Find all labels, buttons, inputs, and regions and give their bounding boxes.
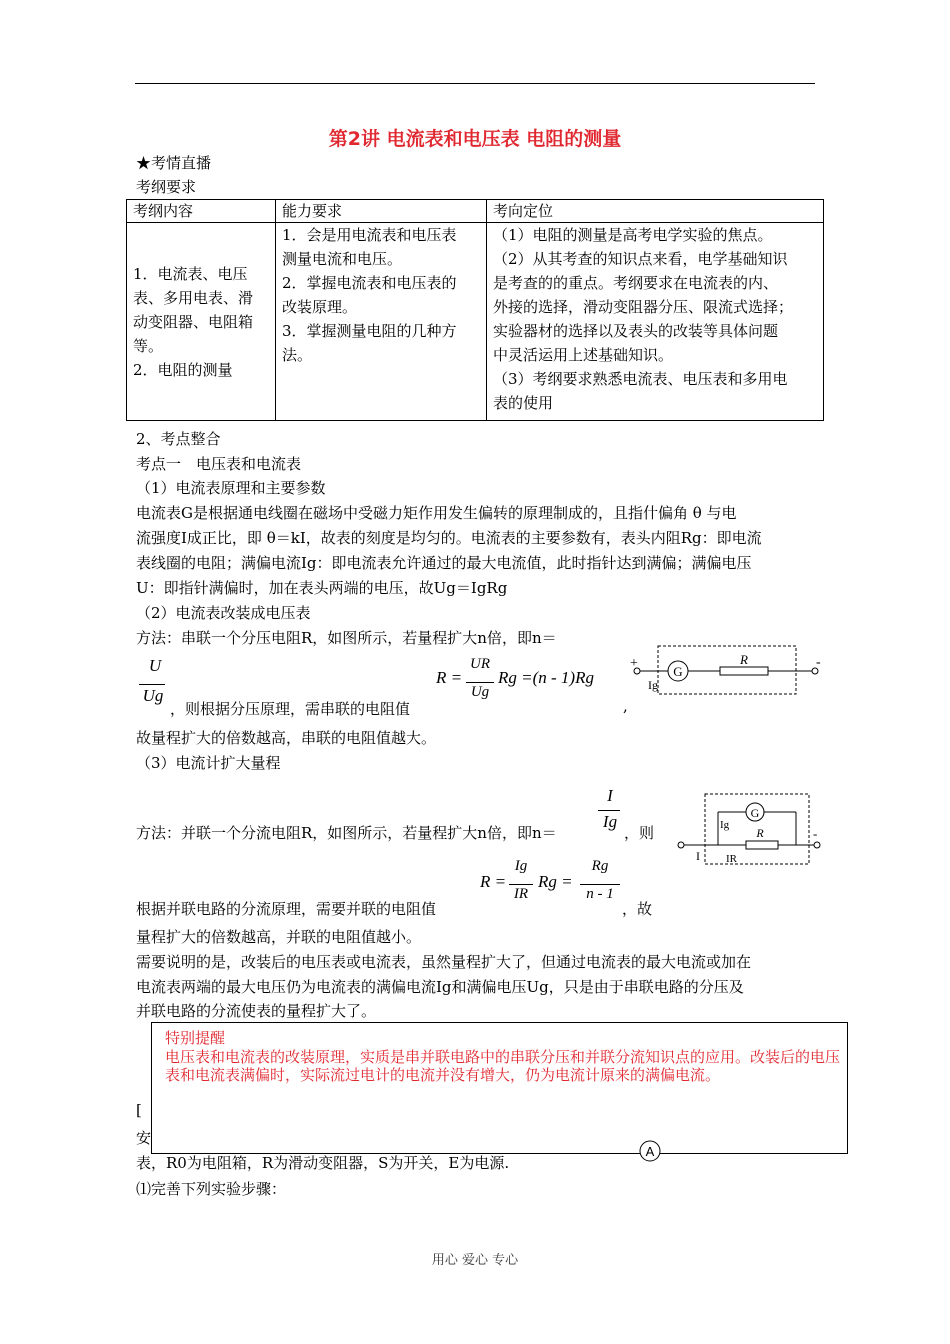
current-label: Ig <box>648 678 658 692</box>
method2-therefore: ，故 <box>622 900 653 918</box>
terminal-icon <box>814 842 820 848</box>
galvanometer-label: G <box>673 664 683 679</box>
cell-line: 3．掌握测量电阻的几种方 <box>282 322 457 340</box>
special-note-box <box>151 1022 848 1154</box>
formula-r-series-num: UR <box>470 656 490 672</box>
galvanometer-current-label: Ig <box>720 819 730 831</box>
formula-n-voltage-den: Ug <box>142 686 164 705</box>
cell-line: 2．掌握电流表和电压表的 <box>282 274 457 292</box>
fraction-bar <box>509 884 533 885</box>
paragraph-line: ⑴完善下列实验步骤： <box>136 1180 287 1198</box>
table-cell-content <box>127 223 276 421</box>
paragraph-line: 电流表G是根据通电线圈在磁场中受磁力矩作用发生偏转的原理制成的，且指什偏角 θ 与电 <box>136 504 737 522</box>
formula-r-shunt-lhs: R = <box>480 872 507 891</box>
cell-line: 动变阻器、电阻箱 <box>133 312 254 331</box>
table-header-cell: 能力要求 <box>276 200 487 223</box>
formula-r-series-rhs: Rg =(n - 1)Rg <box>498 668 594 687</box>
cell-line: （2）从其考查的知识点来看，电学基础知识 <box>493 250 788 268</box>
cell-line: 表的使用 <box>493 394 554 412</box>
ammeter-icon <box>638 1139 662 1163</box>
table-header-row <box>127 200 824 223</box>
formula-r-shunt-frac1-den: IR <box>513 886 529 902</box>
cell-line: 实验器材的选择以及表头的改装等具体问题 <box>493 322 779 340</box>
header-rule <box>135 83 815 84</box>
section-heading: ★考情直播 <box>136 154 212 172</box>
circuit-voltmeter-diagram <box>620 644 830 704</box>
overflow-fragment: 安 <box>136 1129 152 1147</box>
minus-terminal-label: - <box>813 826 818 841</box>
cell-line: 测量电流和电压。 <box>282 250 403 268</box>
paragraph-line: 需要说明的是，改装后的电压表或电流表，虽然量程扩大了，但通过电流表的最大电流或加在 <box>136 953 752 971</box>
paragraph-line: 流强度I成正比，即 θ＝kI，故表的刻度是均匀的。电流表的主要参数有，表头内阻Rg：即电流 <box>136 529 762 547</box>
paragraph-line: 表线圈的电阻；满偏电流Ig：即电流表允许通过的最大电流值，此时指针达到满偏；满偏电压 <box>136 554 752 572</box>
formula-comma: , <box>623 697 628 715</box>
sub-heading-2: （2）电流表改装成电压表 <box>136 604 311 622</box>
table-cell-ability <box>276 223 487 421</box>
formula-n-current-den: Ig <box>602 812 618 831</box>
paragraph-line: 电流表两端的最大电压仍为电流表的满偏电流Ig和满偏电压Ug，只是由于串联电路的分压及 <box>136 978 744 996</box>
paragraph-line: 表，R0为电阻箱，R为滑动变阻器，S为开关，E为电源. <box>136 1154 510 1172</box>
formula-r-series-den: Ug <box>470 684 490 700</box>
requirements-table <box>126 199 824 421</box>
section-subheading: 考纲要求 <box>136 178 197 196</box>
paragraph-line: U：即指针满偏时，加在表头两端的电压，故Ug＝IgRg <box>136 579 508 597</box>
method2-line1: 方法：并联一个分流电阻R，如图所示，若量程扩大n倍，即n＝ <box>136 824 557 842</box>
method1-line2: ，则根据分压原理，需串联的电阻值 <box>170 700 411 718</box>
fraction-bar <box>580 884 620 885</box>
cell-line: 1．会是用电流表和电压表 <box>282 226 457 244</box>
paragraph-line: 并联电路的分流使表的量程扩大了。 <box>136 1002 377 1020</box>
formula-n-current-num: I <box>607 786 613 805</box>
cell-line: 改装原理。 <box>282 298 358 316</box>
cell-line: 等。 <box>133 336 164 355</box>
cell-line: 是考查的的重点。考纲要求在电流表的内、 <box>493 274 779 292</box>
total-current-label: I <box>696 849 700 863</box>
cell-line: 2．电阻的测量 <box>133 360 233 379</box>
shunt-current-label: IR <box>726 853 737 865</box>
sub-heading-3: （3）电流计扩大量程 <box>136 754 281 772</box>
note-body: 电压表和电流表的改装原理，实质是串并联电路中的串联分压和并联分流知识点的应用。改装后的电压表和电流表满偏时，实际流过电计的电流并没有增大，仍为电流计原来的满偏电流。 <box>165 1048 841 1084</box>
formula-r-shunt-frac2-den: n - 1 <box>586 886 614 902</box>
section2-heading: 2、考点整合 <box>136 430 221 448</box>
cell-line: （3）考纲要求熟悉电流表、电压表和多用电 <box>493 370 788 388</box>
cell-line: 1．电流表、电压 <box>133 264 248 283</box>
table-row <box>127 223 824 421</box>
resistor-icon <box>720 667 768 675</box>
formula-r-shunt-frac1-num: Ig <box>514 858 528 874</box>
formula-n-voltage-num: U <box>148 656 162 675</box>
fraction-bar <box>598 810 620 811</box>
formula-r-series-lhs: R = <box>436 668 463 687</box>
table-header-cell: 考纲内容 <box>127 200 276 223</box>
note-title: 特别提醒 <box>165 1029 226 1047</box>
table-cell-orientation <box>487 223 824 421</box>
cell-line: 中灵活运用上述基础知识。 <box>493 346 674 364</box>
terminal-icon <box>678 842 684 848</box>
fraction-bar <box>139 684 165 685</box>
minus-terminal-label: - <box>816 655 821 670</box>
overflow-fragment: [ <box>136 1101 142 1119</box>
method1-line1: 方法：串联一个分压电阻R，如图所示，若量程扩大n倍，即n＝ <box>136 629 557 647</box>
cell-line: 外接的选择，滑动变阻器分压、限流式选择； <box>493 298 794 316</box>
cell-line: （1）电阻的测量是高考电学实验的焦点。 <box>493 226 773 244</box>
sub-heading-1: （1）电流表原理和主要参数 <box>136 479 326 497</box>
method2-line2: 根据并联电路的分流原理，需要并联的电阻值 <box>136 900 437 918</box>
formula-r-shunt-mid: Rg = <box>538 872 573 891</box>
method2-line3: 量程扩大的倍数越高，并联的电阻值越小。 <box>136 928 422 946</box>
page-title: 第2讲 电流表和电压表 电阻的测量 <box>328 128 622 150</box>
method1-line3: 故量程扩大的倍数越高，串联的电阻值越大。 <box>136 729 437 747</box>
point1-heading: 考点一 电压表和电流表 <box>136 455 302 473</box>
formula-r-shunt-frac2-num: Rg <box>591 858 609 874</box>
galvanometer-label: G <box>750 806 760 820</box>
fraction-bar <box>466 682 494 683</box>
circuit-ammeter-diagram <box>668 790 832 870</box>
ammeter-label: A <box>645 1144 655 1159</box>
table-header-cell: 考向定位 <box>487 200 824 223</box>
resistor-label: R <box>740 652 748 667</box>
page-footer: 用心 爱心 专心 <box>431 1253 519 1268</box>
resistor-label: R <box>756 826 764 840</box>
cell-line: 法。 <box>282 346 313 364</box>
method2-then: ，则 <box>624 824 655 842</box>
resistor-icon <box>746 841 778 849</box>
cell-line: 表、多用电表、滑 <box>133 288 254 307</box>
plus-terminal-label: + <box>630 656 638 671</box>
